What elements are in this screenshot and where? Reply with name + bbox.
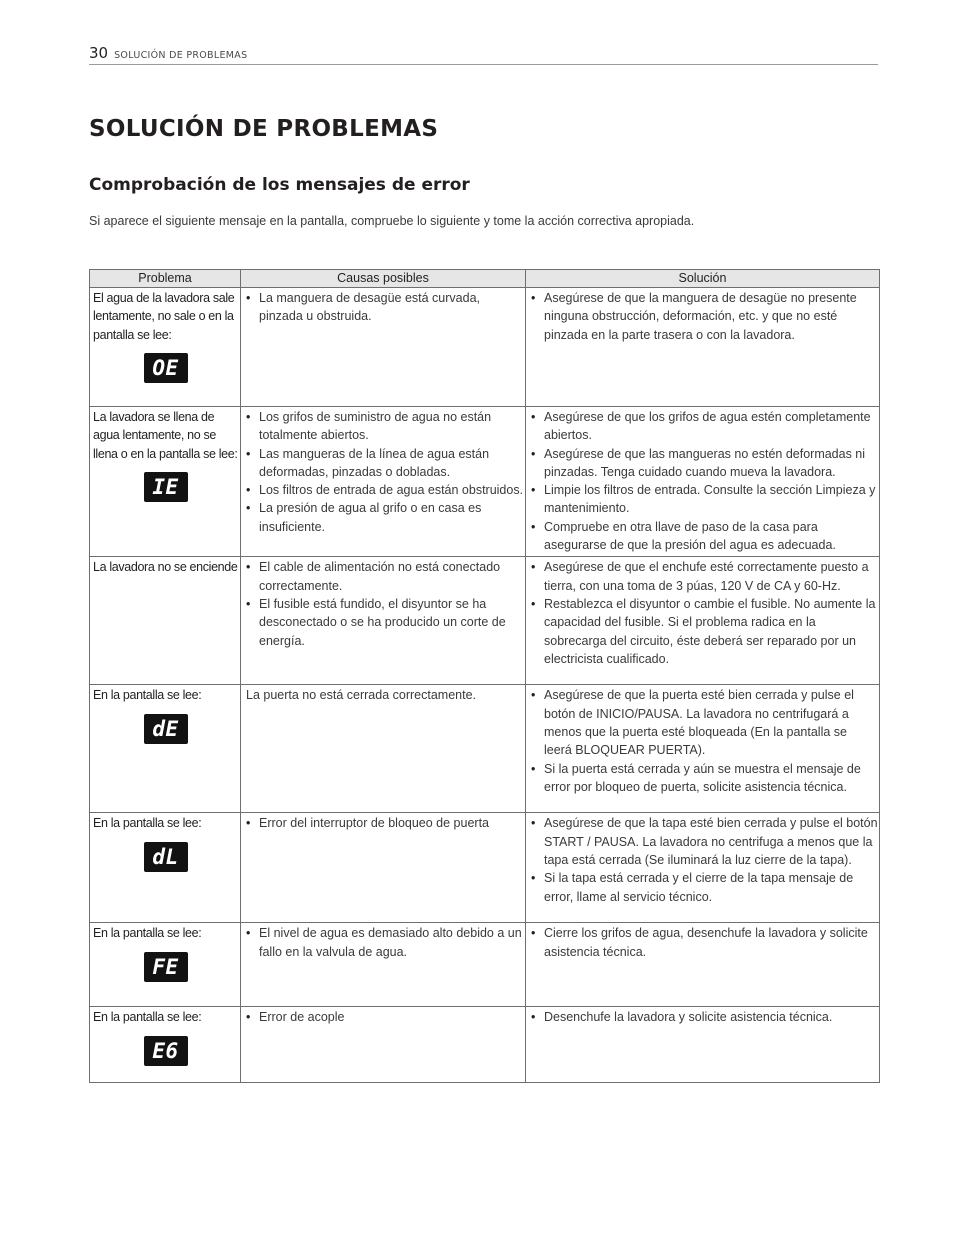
error-code-display-icon: E6	[144, 1036, 188, 1066]
causes-cell	[241, 685, 526, 813]
problem-text: La lavadora no se enciende	[93, 560, 238, 575]
problem-cell	[90, 557, 241, 685]
solutions-cell	[526, 685, 880, 813]
page-title: SOLUCIÓN DE PROBLEMAS	[89, 116, 439, 142]
solutions-cell	[526, 407, 880, 557]
cause-item: • Los filtros de entrada de agua están obstruidos.	[243, 481, 524, 499]
causes-cell	[241, 813, 526, 923]
solution-item: • Asegúrese de que los grifos de agua estén completamente abiertos.	[528, 408, 878, 445]
problem-cell	[90, 923, 241, 1007]
problem-text: En la pantalla se lee:	[93, 688, 202, 703]
problem-text: En la pantalla se lee:	[93, 1010, 202, 1025]
page-header	[89, 44, 878, 65]
cause-item: • El fusible está fundido, el disyuntor se ha desconectado o se ha producido un corte de energía.	[243, 595, 524, 650]
solutions-cell	[526, 813, 880, 923]
error-code-display-icon: dL	[144, 842, 188, 872]
cause-item: • Los grifos de suministro de agua no están totalmente abiertos.	[243, 408, 524, 445]
cause-item: • Error de acople	[243, 1008, 524, 1026]
problem-cell	[90, 288, 241, 407]
cause-item: • El nivel de agua es demasiado alto debido a un fallo en la valvula de agua.	[243, 924, 524, 961]
solution-item: • Asegúrese de que la manguera de desagüe no presente ninguna obstrucción, deformación, etc. y que no esté pinzada en la parte trasera o con la lavadora.	[528, 289, 878, 344]
solution-item: • Asegúrese de que el enchufe esté correctamente puesto a tierra, con una toma de 3 púas, 120 V de CA y 60-Hz.	[528, 558, 878, 595]
table-header-row	[90, 270, 880, 288]
solutions-cell	[526, 1007, 880, 1083]
solution-item: • Desenchufe la lavadora y solicite asistencia técnica.	[528, 1008, 878, 1026]
table-row	[90, 685, 880, 813]
problem-text: En la pantalla se lee:	[93, 926, 202, 941]
cause-item: • El cable de alimentación no está conectado correctamente.	[243, 558, 524, 595]
header-section-label: SOLUCIÓN DE PROBLEMAS	[114, 50, 248, 61]
causes-cell	[241, 557, 526, 685]
column-header-problem: Problema	[90, 270, 241, 288]
troubleshooting-table	[89, 269, 880, 1083]
problem-cell	[90, 813, 241, 923]
cause-item: • Las mangueras de la línea de agua están deformadas, pinzadas o dobladas.	[243, 445, 524, 482]
error-code-display-icon: FE	[144, 952, 188, 982]
solution-item: • Asegúrese de que las mangueras no estén deformadas ni pinzadas. Tenga cuidado cuando mueva la lavadora.	[528, 445, 878, 482]
solution-item: • Si la tapa está cerrada y el cierre de la tapa mensaje de error, llame al servicio técnico.	[528, 869, 878, 906]
cause-text: La puerta no está cerrada correctamente.	[246, 688, 476, 703]
solution-item: • Restablezca el disyuntor o cambie el fusible. No aumente la capacidad del fusible. Si el problema radica en la sobrecarga del circuito, éste deberá ser reparado por un electricista cualificado.	[528, 595, 878, 668]
column-header-solution: Solución	[526, 270, 880, 288]
solution-item: • Limpie los filtros de entrada. Consulte la sección Limpieza y mantenimiento.	[528, 481, 878, 518]
cause-item: • Error del interruptor de bloqueo de puerta	[243, 814, 524, 832]
table-row	[90, 557, 880, 685]
solution-item: • Si la puerta está cerrada y aún se muestra el mensaje de error por bloqueo de puerta, solicite asistencia técnica.	[528, 760, 878, 797]
solution-item: • Compruebe en otra llave de paso de la casa para asegurarse de que la presión del agua es adecuada.	[528, 518, 878, 555]
causes-cell	[241, 923, 526, 1007]
column-header-causes: Causas posibles	[241, 270, 526, 288]
table-row	[90, 407, 880, 557]
table-row	[90, 1007, 880, 1083]
solutions-cell	[526, 557, 880, 685]
problem-text: La lavadora se llena de agua lentamente, no se llena o en la pantalla se lee:	[93, 410, 238, 461]
section-subtitle: Comprobación de los mensajes de error	[89, 175, 470, 195]
intro-text: Si aparece el siguiente mensaje en la pantalla, compruebe lo siguiente y tome la acción correctiva apropiada.	[89, 214, 695, 228]
table-row	[90, 813, 880, 923]
causes-cell	[241, 288, 526, 407]
solutions-cell	[526, 923, 880, 1007]
solution-item: • Cierre los grifos de agua, desenchufe la lavadora y solicite asistencia técnica.	[528, 924, 878, 961]
cause-item: • La presión de agua al grifo o en casa es insuficiente.	[243, 499, 524, 536]
problem-text: En la pantalla se lee:	[93, 816, 202, 831]
page-number: 30	[89, 44, 109, 62]
table-row	[90, 923, 880, 1007]
problem-cell	[90, 685, 241, 813]
error-code-display-icon: OE	[144, 353, 188, 383]
solution-item: • Asegúrese de que la tapa esté bien cerrada y pulse el botón START / PAUSA. La lavadora no centrifuga a menos que la tapa está cerrada (Se iluminará la luz cierre de la tapa).	[528, 814, 878, 869]
problem-cell	[90, 407, 241, 557]
error-code-display-icon: IE	[144, 472, 188, 502]
solution-item: • Asegúrese de que la puerta esté bien cerrada y pulse el botón de INICIO/PAUSA. La lavadora no centrifugará a menos que la puerta esté bloqueada (En la pantalla se leerá BLOQUEAR PUERTA).	[528, 686, 878, 759]
causes-cell	[241, 1007, 526, 1083]
problem-cell	[90, 1007, 241, 1083]
cause-item: • La manguera de desagüe está curvada, pinzada u obstruida.	[243, 289, 524, 326]
causes-cell	[241, 407, 526, 557]
solutions-cell	[526, 288, 880, 407]
error-code-display-icon: dE	[144, 714, 188, 744]
problem-text: El agua de la lavadora sale lentamente, no sale o en la pantalla se lee:	[93, 291, 235, 342]
table-row	[90, 288, 880, 407]
